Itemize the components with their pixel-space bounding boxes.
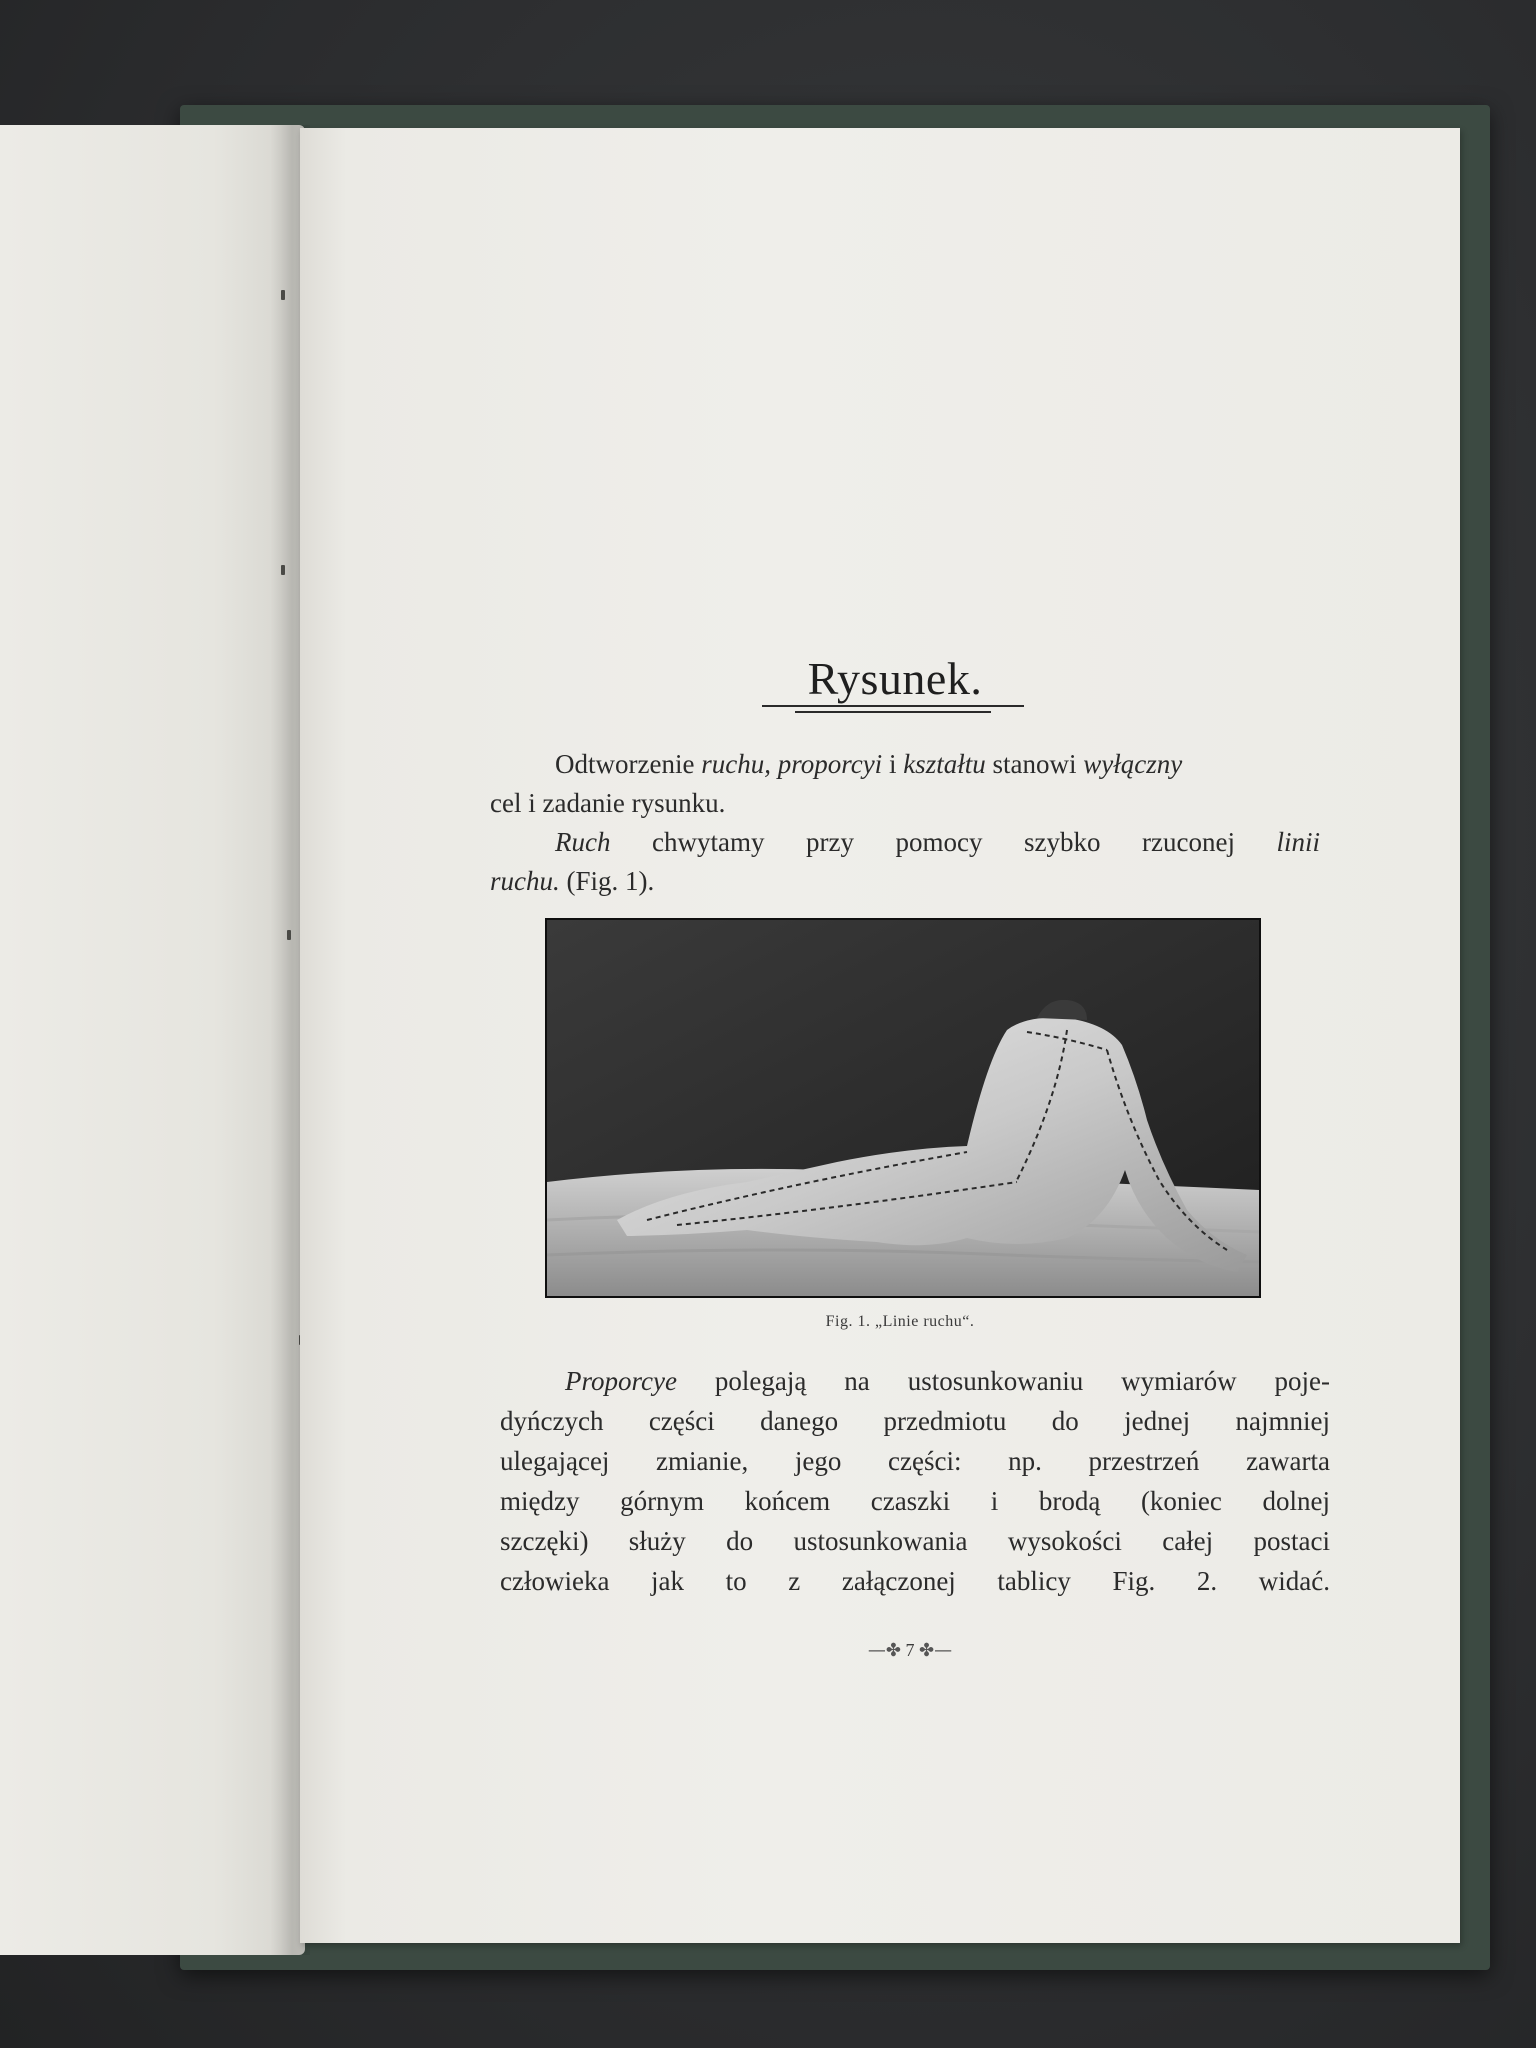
title-underline [762, 705, 1024, 707]
page-title: Rysunek. [807, 653, 983, 704]
binding-stitch [281, 290, 285, 300]
page-number [850, 1640, 970, 1661]
text-run: polegają na ustosunkowaniu wymiarów poje- [676, 1366, 1330, 1396]
figure-photograph [545, 918, 1261, 1298]
binding-stitch [281, 565, 285, 575]
italic-run: ruchu. [490, 866, 560, 896]
paragraph-2-line-2 [490, 862, 1320, 901]
italic-run: ruchu, proporcyi [701, 749, 883, 779]
paragraph-1-line-1 [490, 745, 1315, 784]
text-run: Odtworzenie [555, 749, 702, 779]
paragraph-3-line-2: dyńczych części danego przedmiotu do jednej najmniej [500, 1406, 1330, 1436]
ornament-left-icon: —✤ [867, 1640, 901, 1661]
binding-stitch [287, 930, 291, 940]
paragraph-2 [490, 823, 1320, 901]
paragraph-3-line-3: ulegającej zmianie, jego części: np. przestrzeń zawarta [500, 1446, 1330, 1476]
italic-run: kształtu [903, 749, 986, 779]
ornament-right-icon: ✤— [919, 1640, 953, 1661]
figure-caption: Fig. 1. „Linie ruchu“. [825, 1313, 975, 1330]
italic-run: linii [1276, 827, 1320, 857]
paragraph-2-line-1 [490, 823, 1320, 862]
paragraph-3-line-1 [500, 1361, 1330, 1401]
text-run: chwytamy przy pomocy szybko rzuconej [610, 827, 1277, 857]
text-run: stanowi [985, 749, 1084, 779]
title-underline-double [795, 711, 991, 713]
italic-run: Proporcye [565, 1366, 677, 1396]
paragraph-3-line-4: między górnym końcem czaszki i brodą (koniec dolnej [500, 1486, 1330, 1516]
paragraph-3 [500, 1361, 1330, 1601]
figure-illustration [547, 920, 1259, 1296]
text-run: i [882, 749, 904, 779]
paragraph-3-line-5: szczęki) służy do ustosunkowania wysokości całej postaci [500, 1526, 1330, 1556]
left-page [0, 125, 305, 1955]
paragraph-3-line-6: człowieka jak to z załączonej tablicy Fig. 2. widać. [500, 1566, 1330, 1596]
paragraph-1 [490, 745, 1315, 823]
text-run: (Fig. 1). [559, 866, 655, 896]
page-number-value: 7 [905, 1640, 915, 1660]
italic-run: Ruch [555, 827, 611, 857]
paragraph-1-line-2: cel i zadanie rysunku. [490, 788, 726, 818]
italic-run: wyłączny [1083, 749, 1183, 779]
